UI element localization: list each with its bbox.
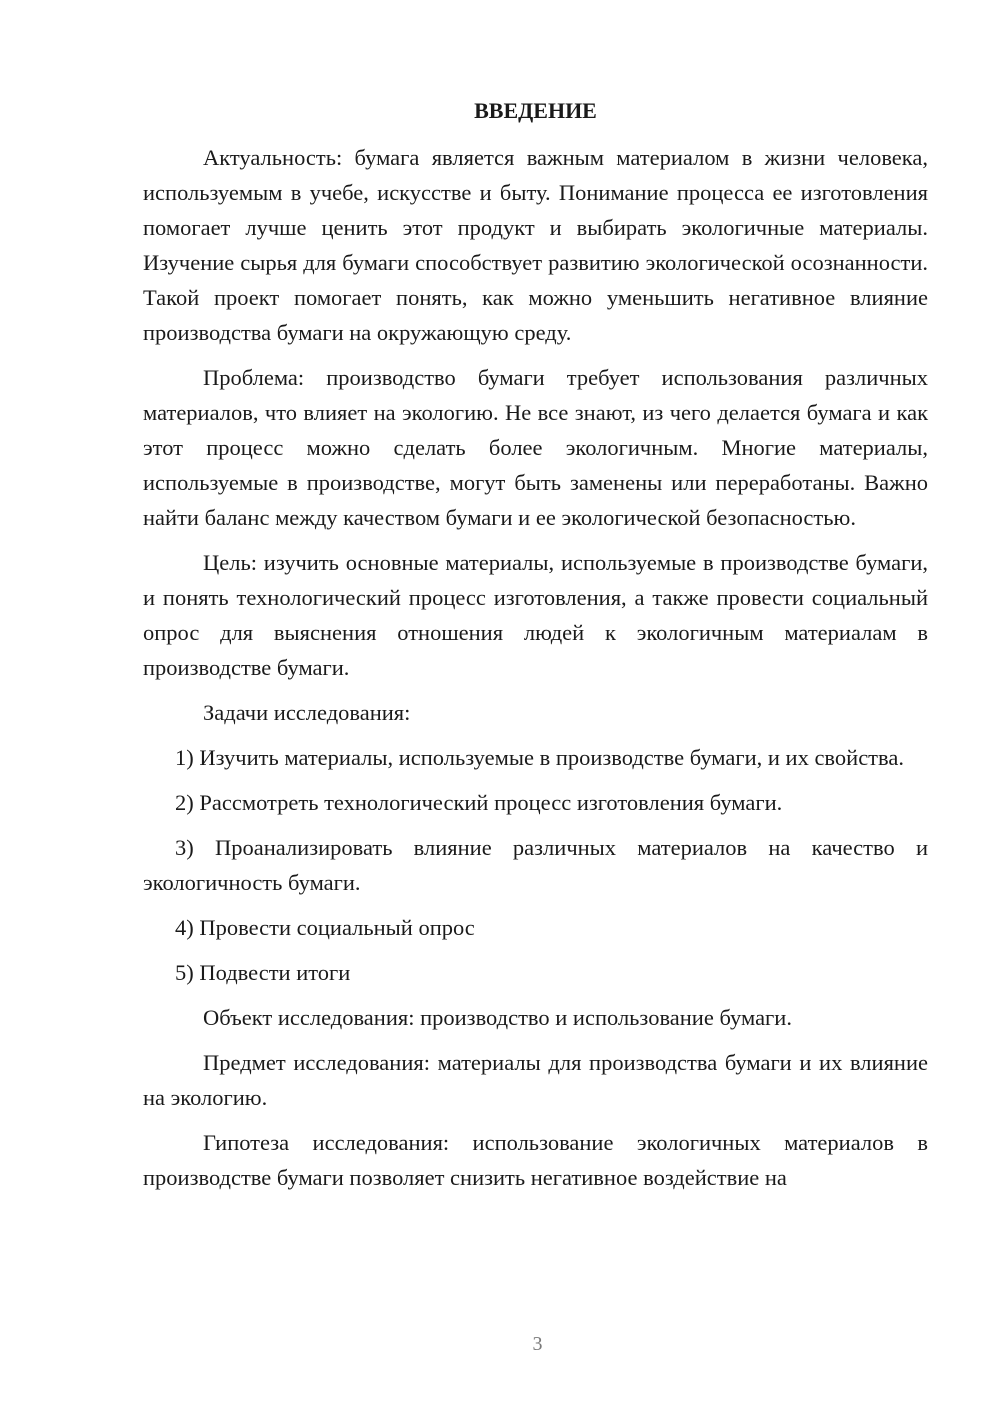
page-number: 3 xyxy=(532,1333,543,1355)
paragraph-subject: Предмет исследования: материалы для производства бумаги и их влияние на экологию. xyxy=(143,1050,928,1110)
paragraph-object: Объект исследования: производство и использование бумаги. xyxy=(203,1005,792,1030)
list-item: 5) Подвести итоги xyxy=(175,960,351,985)
list-item: 3) Проанализировать влияние различных материалов на качество и экологичность бумаги. xyxy=(143,835,928,895)
paragraph-problem: Проблема: производство бумаги требует использования различных материалов, что влияет на экологию. Не все знают, из чего делается бумага и как этот процесс можно сделать более экологичным. Многие материалы, используемые в производстве, могут быть заменены или переработаны. Важно найти баланс между качеством бумаги и ее экологической безопасностью. xyxy=(143,365,928,530)
paragraph-goal: Цель: изучить основные материалы, используемые в производстве бумаги, и понять технологический процесс изготовления, а также провести социальный опрос для выяснения отношения людей к экологичным материалам в производстве бумаги. xyxy=(143,550,928,680)
paragraph-relevance: Актуальность: бумага является важным материалом в жизни человека, используемым в учебе, искусстве и быту. Понимание процесса ее изготовления помогает лучше ценить этот продукт и выбирать экологичные материалы. Изучение сырья для бумаги способствует развитию экологической осознанности. Такой проект помогает понять, как можно уменьшить негативное влияние производства бумаги на окружающую среду. xyxy=(143,145,928,345)
page-content xyxy=(143,93,928,1205)
list-item: 4) Провести социальный опрос xyxy=(175,915,475,940)
page-title: ВВЕДЕНИЕ xyxy=(474,98,597,123)
list-item: 1) Изучить материалы, используемые в производстве бумаги, и их свойства. xyxy=(175,745,904,770)
tasks-list xyxy=(143,740,928,990)
paragraph-hypothesis: Гипотеза исследования: использование экологичных материалов в производстве бумаги позволяет снизить негативное воздействие на xyxy=(143,1130,928,1190)
list-item: 2) Рассмотреть технологический процесс изготовления бумаги. xyxy=(175,790,783,815)
paragraph-tasks-heading: Задачи исследования: xyxy=(203,700,411,725)
